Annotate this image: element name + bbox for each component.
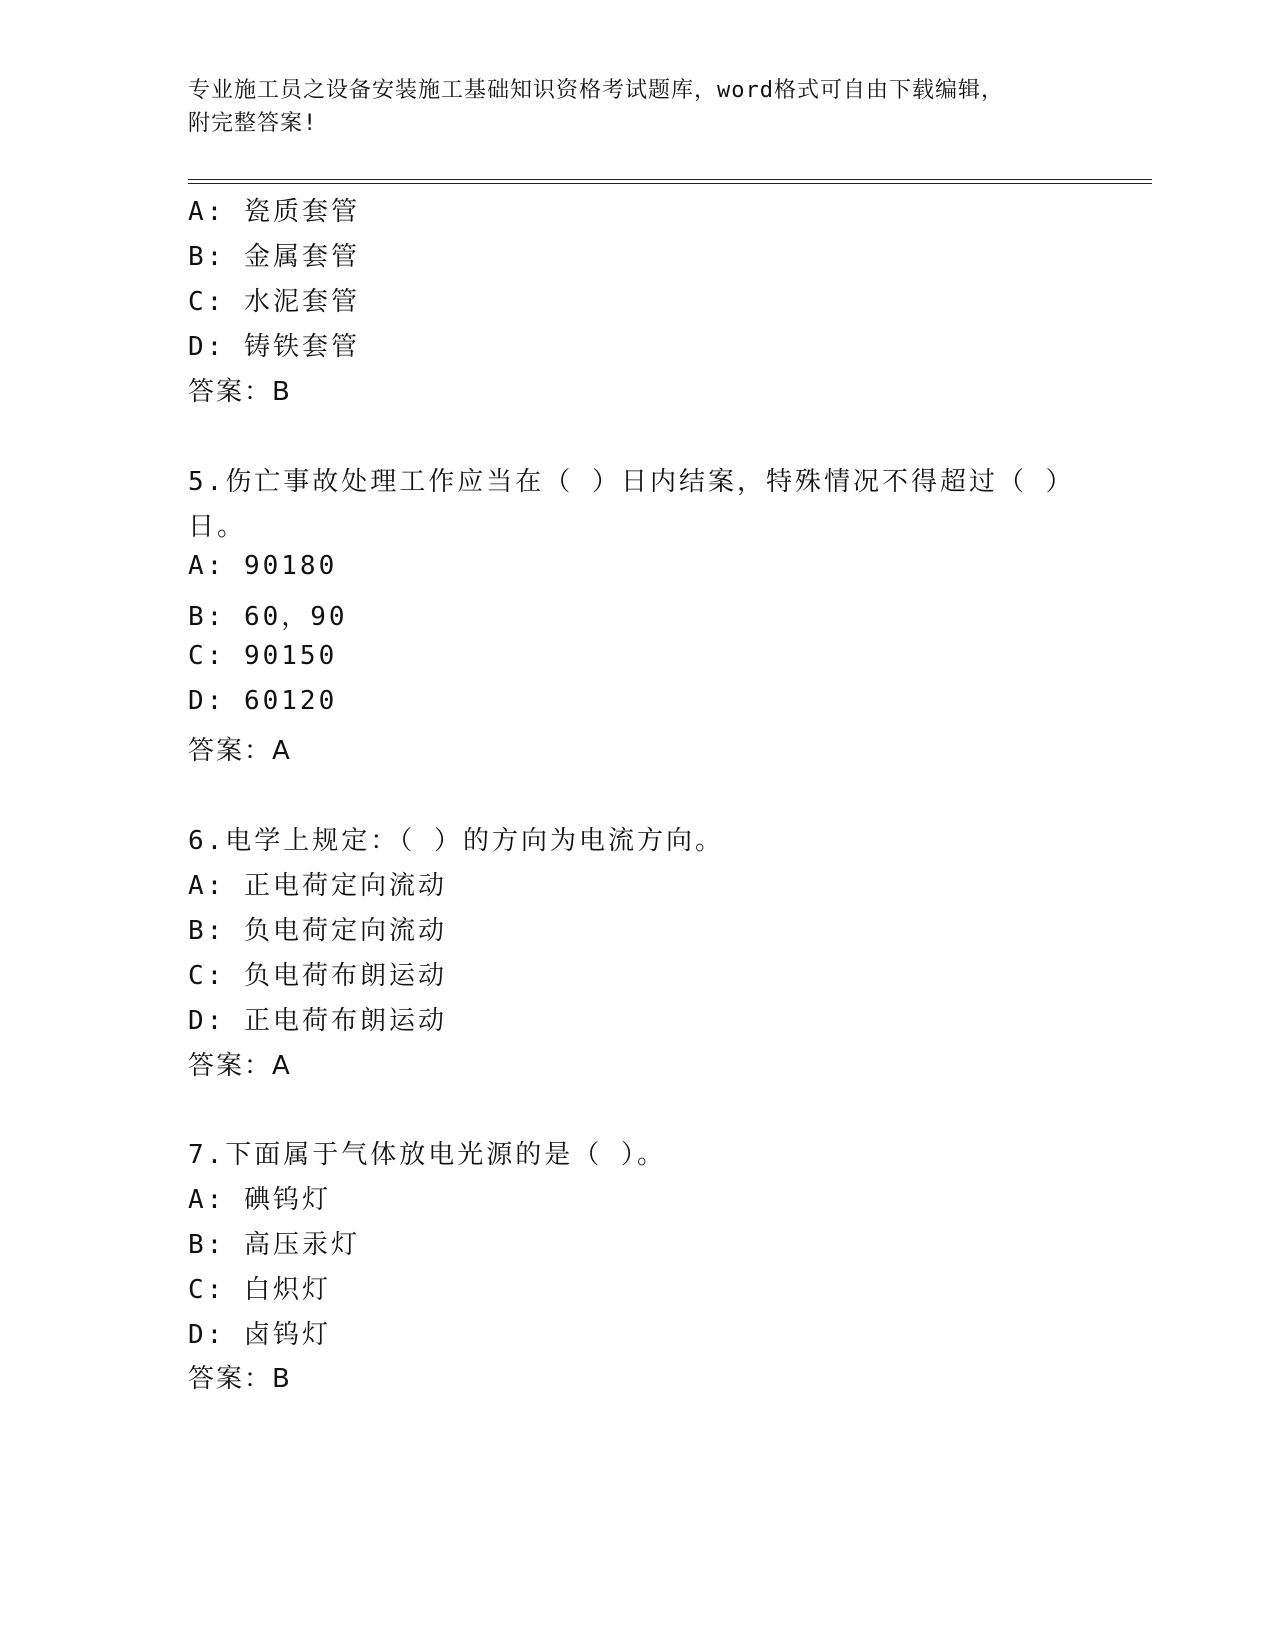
q5-answer: 答案：A bbox=[188, 736, 292, 766]
q7-option-d: D: 卤钨灯 bbox=[188, 1320, 331, 1350]
q6-option-b: B: 负电荷定向流动 bbox=[188, 916, 447, 946]
q7-option-c: C: 白炽灯 bbox=[188, 1275, 331, 1305]
q6-option-c: C: 负电荷布朗运动 bbox=[188, 961, 447, 991]
q5-option-d: D: 60120 bbox=[188, 686, 338, 716]
q4-option-a: A: 瓷质套管 bbox=[188, 197, 360, 227]
q5-option-c: C: 90150 bbox=[188, 641, 338, 671]
q4-option-b: B: 金属套管 bbox=[188, 242, 360, 272]
q6-option-a: A: 正电荷定向流动 bbox=[188, 871, 447, 901]
q4-option-d: D: 铸铁套管 bbox=[188, 332, 360, 362]
document-header bbox=[188, 74, 1088, 140]
header-divider-top bbox=[188, 179, 1152, 180]
q6-stem: 6.电学上规定：（ ）的方向为电流方向。 bbox=[188, 826, 724, 856]
header-line-2: 附完整答案! bbox=[188, 111, 318, 136]
q7-option-a: A: 碘钨灯 bbox=[188, 1185, 331, 1215]
q4-answer: 答案：B bbox=[188, 377, 292, 407]
q6-option-d: D: 正电荷布朗运动 bbox=[188, 1006, 447, 1036]
q7-stem: 7.下面属于气体放电光源的是（ ）。 bbox=[188, 1140, 666, 1170]
header-divider-bottom bbox=[188, 183, 1152, 184]
q7-answer: 答案：B bbox=[188, 1364, 292, 1394]
q4-option-c: C: 水泥套管 bbox=[188, 287, 360, 317]
q7-option-b: B: 高压汞灯 bbox=[188, 1230, 360, 1260]
q6-answer: 答案：A bbox=[188, 1051, 292, 1081]
q5-stem-line-2: 日。 bbox=[188, 512, 247, 542]
q5-option-b: B: 60，90 bbox=[188, 602, 348, 632]
header-line-1: 专业施工员之设备安装施工基础知识资格考试题库，word格式可自由下载编辑， bbox=[188, 78, 1004, 103]
q5-stem-line-1: 5.伤亡事故处理工作应当在（ ）日内结案，特殊情况不得超过（ ） bbox=[188, 467, 1075, 497]
q5-option-a: A: 90180 bbox=[188, 551, 338, 581]
